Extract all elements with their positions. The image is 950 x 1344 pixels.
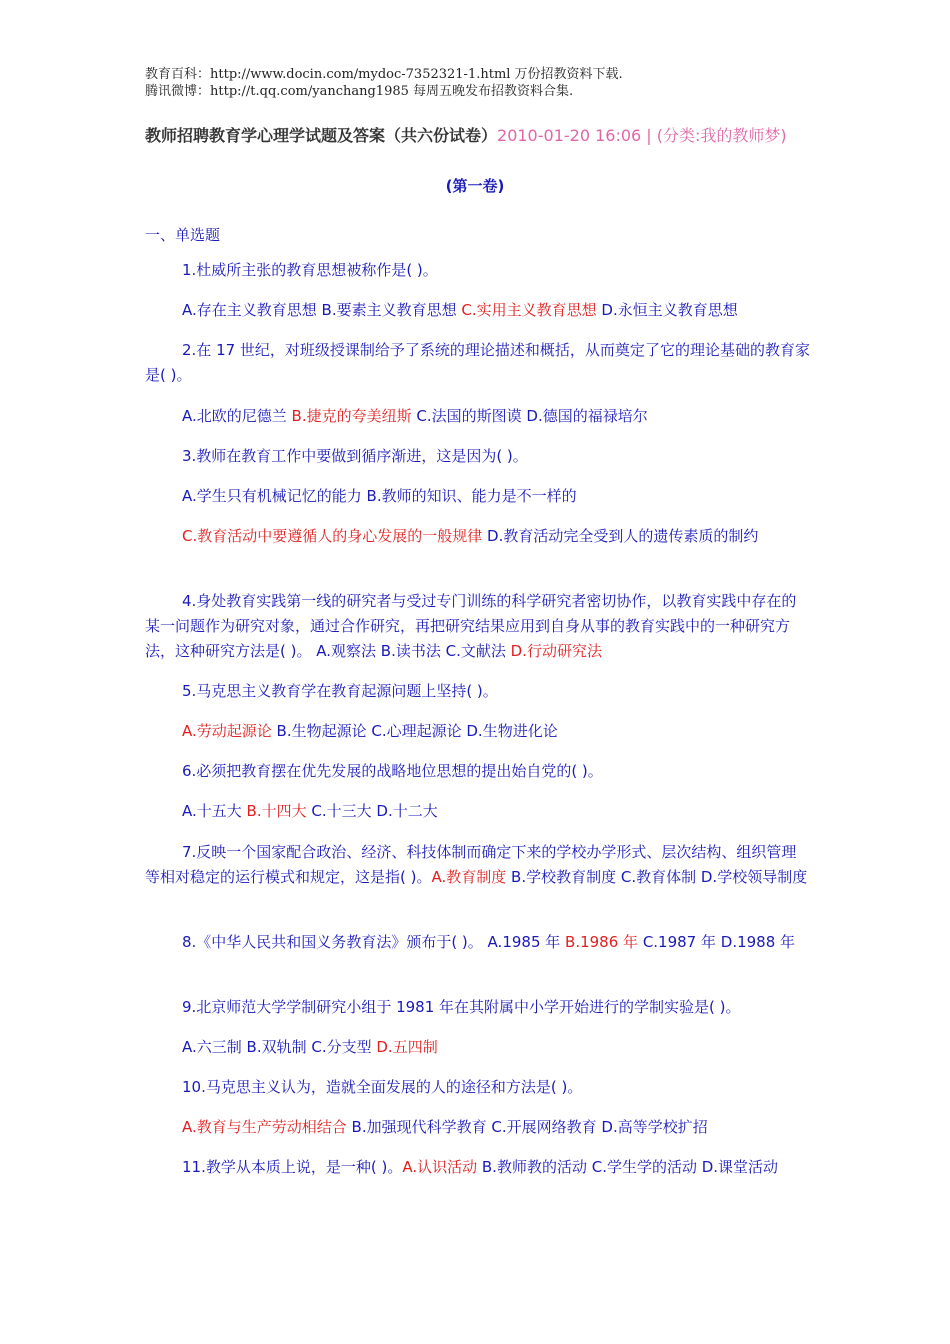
question-text: 5.马克思主义教育学在教育起源问题上坚持( )。 xyxy=(182,682,498,700)
question-9 xyxy=(145,995,811,1020)
option-text: A.存在主义教育思想 B.要素主义教育思想 xyxy=(182,301,462,319)
header xyxy=(145,66,623,100)
section-heading: 一、单选题 xyxy=(145,226,221,244)
question-10 xyxy=(145,1075,811,1100)
option-text: A.六三制 B.双轨制 C.分支型 xyxy=(182,1038,377,1056)
answer-text: A.劳动起源论 xyxy=(182,722,272,740)
question-text: 10.马克思主义认为，造就全面发展的人的途径和方法是( )。 xyxy=(182,1078,583,1096)
question-1 xyxy=(145,258,811,283)
volume-label: (第一卷) xyxy=(445,177,505,195)
option-text: B.加强现代科学教育 C.开展网络教育 D.高等学校扩招 xyxy=(346,1118,708,1136)
answer-text: A.教育与生产劳动相结合 xyxy=(182,1118,347,1136)
question-4 xyxy=(145,589,811,664)
options-6 xyxy=(145,799,811,824)
option-text: C.1987 年 D.1988 年 xyxy=(638,933,796,951)
question-text: 2.在 17 世纪，对班级授课制给予了系统的理论描述和概括，从而奠定了它的理论基础的教育家是( )。 xyxy=(145,341,810,384)
answer-text: A.认识活动 xyxy=(402,1158,478,1176)
options-3a xyxy=(145,484,811,509)
option-text: D.教育活动完全受到人的遗传素质的制约 xyxy=(482,527,759,545)
question-text: 1.杜威所主张的教育思想被称作是( )。 xyxy=(182,261,438,279)
answer-text: C.实用主义教育思想 xyxy=(461,301,597,319)
option-text: A.北欧的尼德兰 xyxy=(182,407,292,425)
question-2 xyxy=(145,338,811,388)
options-1 xyxy=(145,298,811,323)
option-text: B.生物起源论 C.心理起源论 D.生物进化论 xyxy=(271,722,558,740)
answer-text: D.行动研究法 xyxy=(510,642,602,660)
option-text: B.学校教育制度 C.教育体制 D.学校领导制度 xyxy=(506,868,808,886)
question-text: 8.《中华人民共和国义务教育法》颁布于( )。 A.1985 年 xyxy=(182,933,566,951)
option-text: D.永恒主义教育思想 xyxy=(596,301,738,319)
option-text: A.十五大 xyxy=(182,802,247,820)
answer-text: C.教育活动中要遵循人的身心发展的一般规律 xyxy=(182,527,483,545)
question-text: 3.教师在教育工作中要做到循序渐进，这是因为( )。 xyxy=(182,447,528,465)
header-line-1: 教育百科：http://www.docin.com/mydoc-7352321-1.html 万份招教资料下载. xyxy=(145,67,623,82)
question-3 xyxy=(145,444,811,469)
options-5 xyxy=(145,719,811,744)
answer-text: D.五四制 xyxy=(376,1038,438,1056)
option-text: C.十三大 D.十二大 xyxy=(306,802,438,820)
question-text: 11.教学从本质上说，是一种( )。 xyxy=(182,1158,403,1176)
header-line-2: 腾讯微博：http://t.qq.com/yanchang1985 每周五晚发布招教资料合集. xyxy=(145,84,574,99)
question-11 xyxy=(145,1155,811,1180)
question-5 xyxy=(145,679,811,704)
question-7 xyxy=(145,840,811,890)
option-text: A.学生只有机械记忆的能力 B.教师的知识、能力是不一样的 xyxy=(182,487,577,505)
answer-text: B.十四大 xyxy=(246,802,307,820)
question-text: 6.必须把教育摆在优先发展的战略地位思想的提出始自党的( )。 xyxy=(182,762,603,780)
answer-text: B.1986 年 xyxy=(565,933,639,951)
question-text: 4.身处教育实践第一线的研究者与受过专门训练的科学研究者密切协作，以教育实践中存在的某一问题作为研究对象，通过合作研究，再把研究结果应用到自身从事的教育实践中的一种研究方法，这种研究方法是( )。 A.观察法 B.读书法 C.文献法 xyxy=(145,592,797,660)
options-3b xyxy=(145,524,811,549)
title-meta: 2010-01-20 16:06 | (分类:我的教师梦) xyxy=(497,126,787,145)
question-6 xyxy=(145,759,811,784)
question-text: 7.反映一个国家配合政治、经济、科技体制而确定下来的学校办学形式、层次结构、组织管理等相对稳定的运行模式和规定，这是指( )。 xyxy=(145,843,797,886)
options-9 xyxy=(145,1035,811,1060)
answer-text: B.捷克的夸美纽斯 xyxy=(291,407,412,425)
question-text: 9.北京师范大学学制研究小组于 1981 年在其附属中小学开始进行的学制实验是( )。 xyxy=(182,998,741,1016)
option-text: B.教师教的活动 C.学生学的活动 D.课堂活动 xyxy=(477,1158,779,1176)
title-main: 教师招聘教育学心理学试题及答案（共六份试卷） xyxy=(145,126,498,145)
options-2 xyxy=(145,404,811,429)
question-8 xyxy=(145,930,811,955)
answer-text: A.教育制度 xyxy=(431,868,507,886)
option-text: C.法国的斯图谟 D.德国的福禄培尔 xyxy=(411,407,648,425)
document-title xyxy=(145,124,787,148)
options-10 xyxy=(145,1115,811,1140)
